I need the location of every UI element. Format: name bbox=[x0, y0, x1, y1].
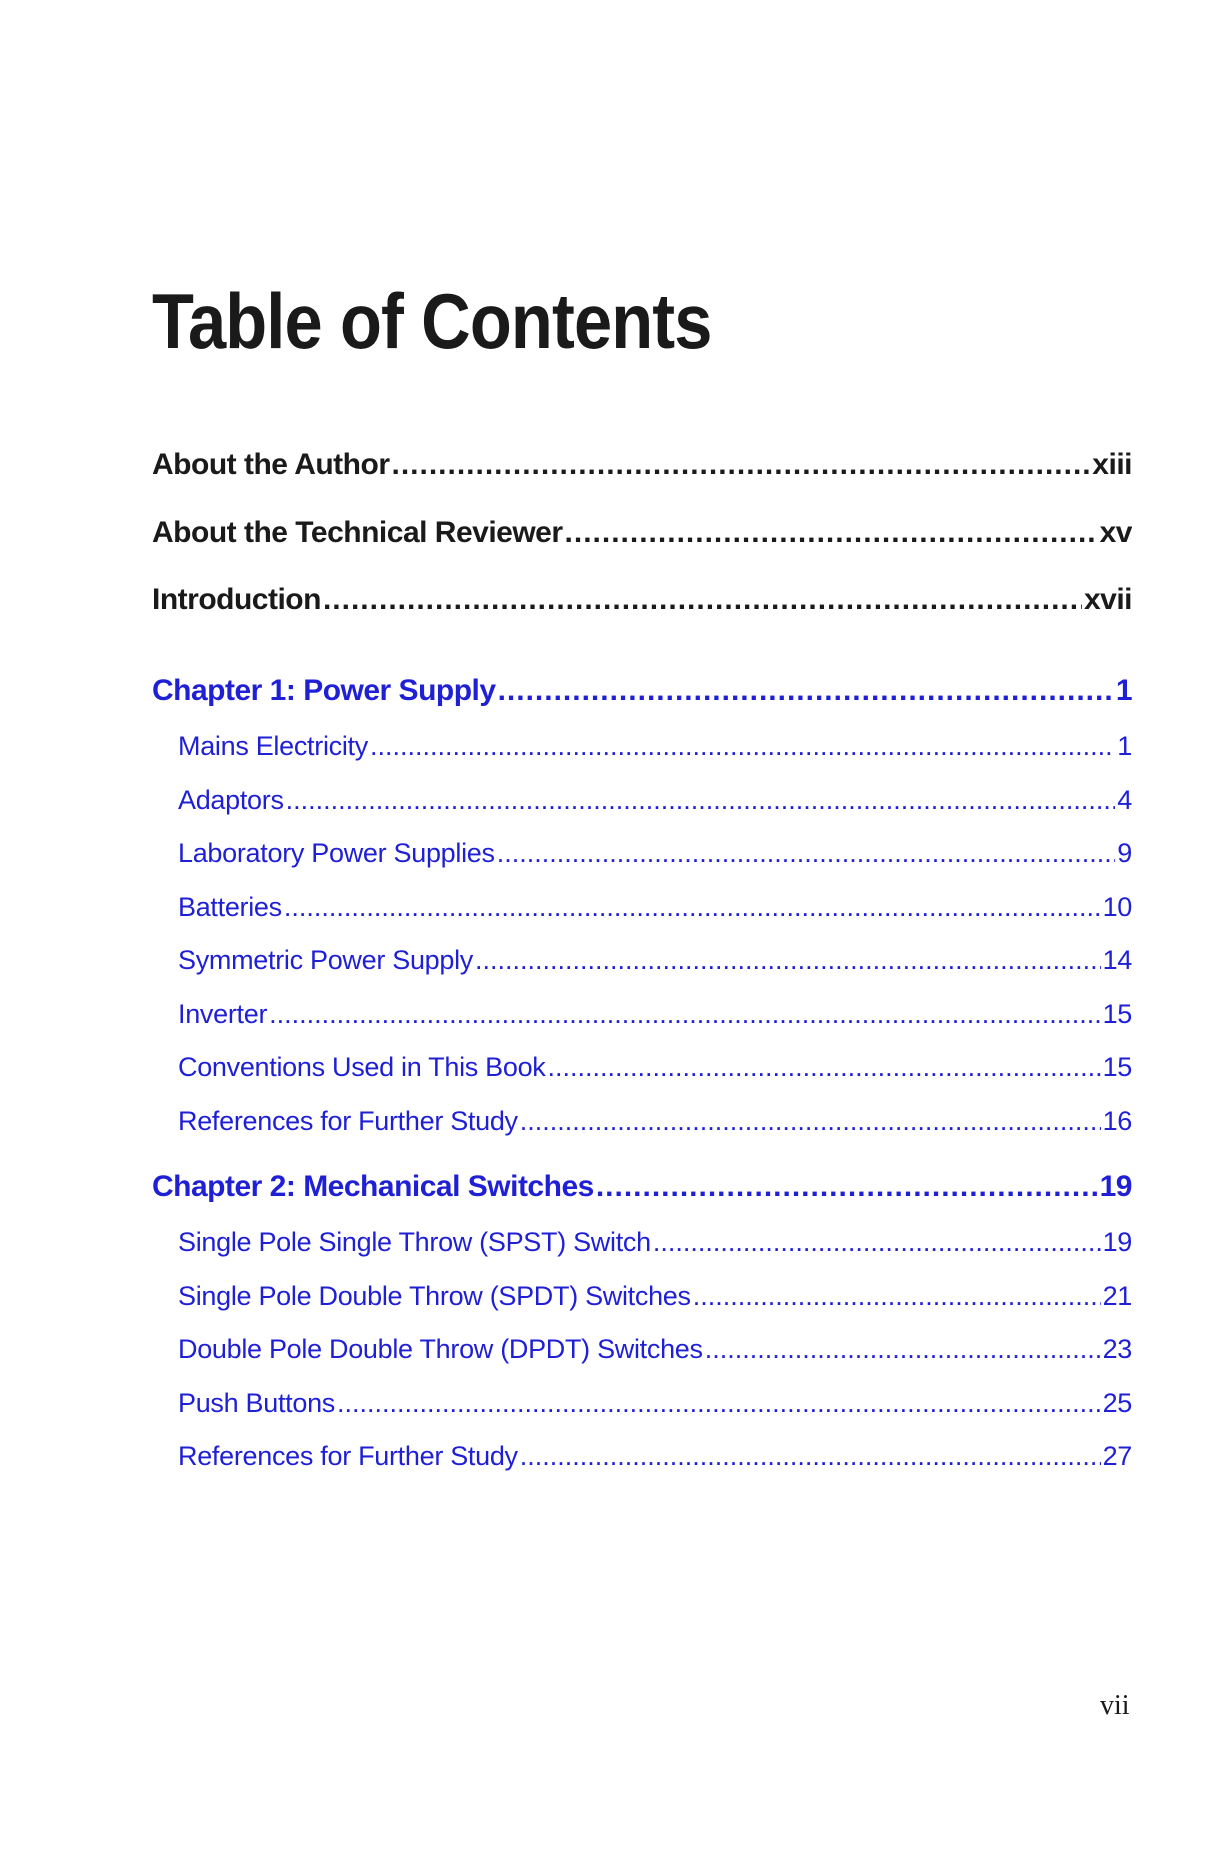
toc-chapter-page: 1 bbox=[1115, 674, 1132, 707]
toc-section-page: 23 bbox=[1102, 1334, 1132, 1364]
toc-section-page: 4 bbox=[1117, 785, 1132, 815]
dot-leader bbox=[269, 999, 1100, 1030]
toc-section-page: 9 bbox=[1117, 838, 1132, 868]
toc-chapter-page: 19 bbox=[1099, 1170, 1132, 1203]
toc-section-link[interactable] bbox=[178, 1441, 1132, 1472]
dot-leader bbox=[596, 1170, 1098, 1204]
toc-chapter-label: Chapter 2: Mechanical Switches bbox=[152, 1170, 594, 1203]
toc-section-page: 14 bbox=[1102, 945, 1132, 975]
toc-section-label: Double Pole Double Throw (DPDT) Switches bbox=[178, 1334, 703, 1364]
toc-section-label: Mains Electricity bbox=[178, 731, 368, 761]
toc-section-label: References for Further Study bbox=[178, 1106, 518, 1136]
toc-section-page: 27 bbox=[1102, 1441, 1132, 1471]
toc-section-link[interactable] bbox=[178, 1106, 1132, 1137]
dot-leader bbox=[653, 1227, 1101, 1258]
toc-section-page: 1 bbox=[1117, 731, 1132, 761]
toc-section-label: Laboratory Power Supplies bbox=[178, 838, 495, 868]
toc-chapter-1-link[interactable] bbox=[152, 674, 1132, 708]
toc-section-link[interactable] bbox=[178, 838, 1132, 869]
toc-section-link[interactable] bbox=[178, 1052, 1132, 1083]
toc-section-label: Single Pole Double Throw (SPDT) Switches bbox=[178, 1281, 691, 1311]
toc-section-label: Push Buttons bbox=[178, 1388, 336, 1418]
toc-section-link[interactable] bbox=[178, 945, 1132, 976]
dot-leader bbox=[498, 674, 1114, 708]
dot-leader bbox=[392, 448, 1091, 482]
toc-section-label: Batteries bbox=[178, 892, 282, 922]
toc-section-link[interactable] bbox=[178, 785, 1132, 816]
toc-section-page: 15 bbox=[1102, 999, 1132, 1029]
toc-section-link[interactable] bbox=[178, 1281, 1132, 1312]
toc-section-page: 10 bbox=[1102, 892, 1132, 922]
toc-entry-page: xvii bbox=[1083, 583, 1132, 616]
dot-leader bbox=[548, 1052, 1101, 1083]
dot-leader bbox=[475, 945, 1101, 976]
toc-section-link[interactable] bbox=[178, 1388, 1132, 1419]
toc-entry-about-technical-reviewer[interactable] bbox=[152, 516, 1132, 550]
toc-section-page: 25 bbox=[1102, 1388, 1132, 1418]
toc-section-link[interactable] bbox=[178, 999, 1132, 1030]
toc-section-link[interactable] bbox=[178, 731, 1132, 762]
dot-leader bbox=[565, 516, 1098, 550]
dot-leader bbox=[284, 892, 1101, 923]
toc-entry-label: About the Author bbox=[152, 448, 390, 481]
toc-section-page: 15 bbox=[1102, 1052, 1132, 1082]
dot-leader bbox=[705, 1334, 1101, 1365]
page-title: Table of Contents bbox=[152, 277, 712, 365]
toc-section-link[interactable] bbox=[178, 1227, 1132, 1258]
dot-leader bbox=[286, 785, 1116, 816]
toc-section-page: 16 bbox=[1102, 1106, 1132, 1136]
toc-entry-page: xv bbox=[1099, 516, 1132, 549]
toc-section-page: 19 bbox=[1102, 1227, 1132, 1257]
toc-section-label: Conventions Used in This Book bbox=[178, 1052, 546, 1082]
toc-section-link[interactable] bbox=[178, 1334, 1132, 1365]
toc-entry-about-author[interactable] bbox=[152, 448, 1132, 482]
page-number: vii bbox=[1100, 1690, 1130, 1721]
dot-leader bbox=[520, 1106, 1101, 1137]
toc-chapter-label: Chapter 1: Power Supply bbox=[152, 674, 496, 707]
toc-section-label: Symmetric Power Supply bbox=[178, 945, 473, 975]
toc-entry-page: xiii bbox=[1092, 448, 1132, 481]
toc-section-label: References for Further Study bbox=[178, 1441, 518, 1471]
dot-leader bbox=[520, 1441, 1101, 1472]
dot-leader bbox=[323, 583, 1082, 617]
toc-entry-label: Introduction bbox=[152, 583, 321, 616]
dot-leader bbox=[693, 1281, 1101, 1312]
toc-section-label: Adaptors bbox=[178, 785, 284, 815]
toc-entry-introduction[interactable] bbox=[152, 583, 1132, 617]
toc-chapter-2-link[interactable] bbox=[152, 1170, 1132, 1204]
toc-section-link[interactable] bbox=[178, 892, 1132, 923]
toc-entry-label: About the Technical Reviewer bbox=[152, 516, 563, 549]
dot-leader bbox=[497, 838, 1116, 869]
dot-leader bbox=[337, 1388, 1101, 1419]
toc-section-label: Single Pole Single Throw (SPST) Switch bbox=[178, 1227, 651, 1257]
toc-section-label: Inverter bbox=[178, 999, 268, 1029]
dot-leader bbox=[370, 731, 1115, 762]
toc-section-page: 21 bbox=[1102, 1281, 1132, 1311]
